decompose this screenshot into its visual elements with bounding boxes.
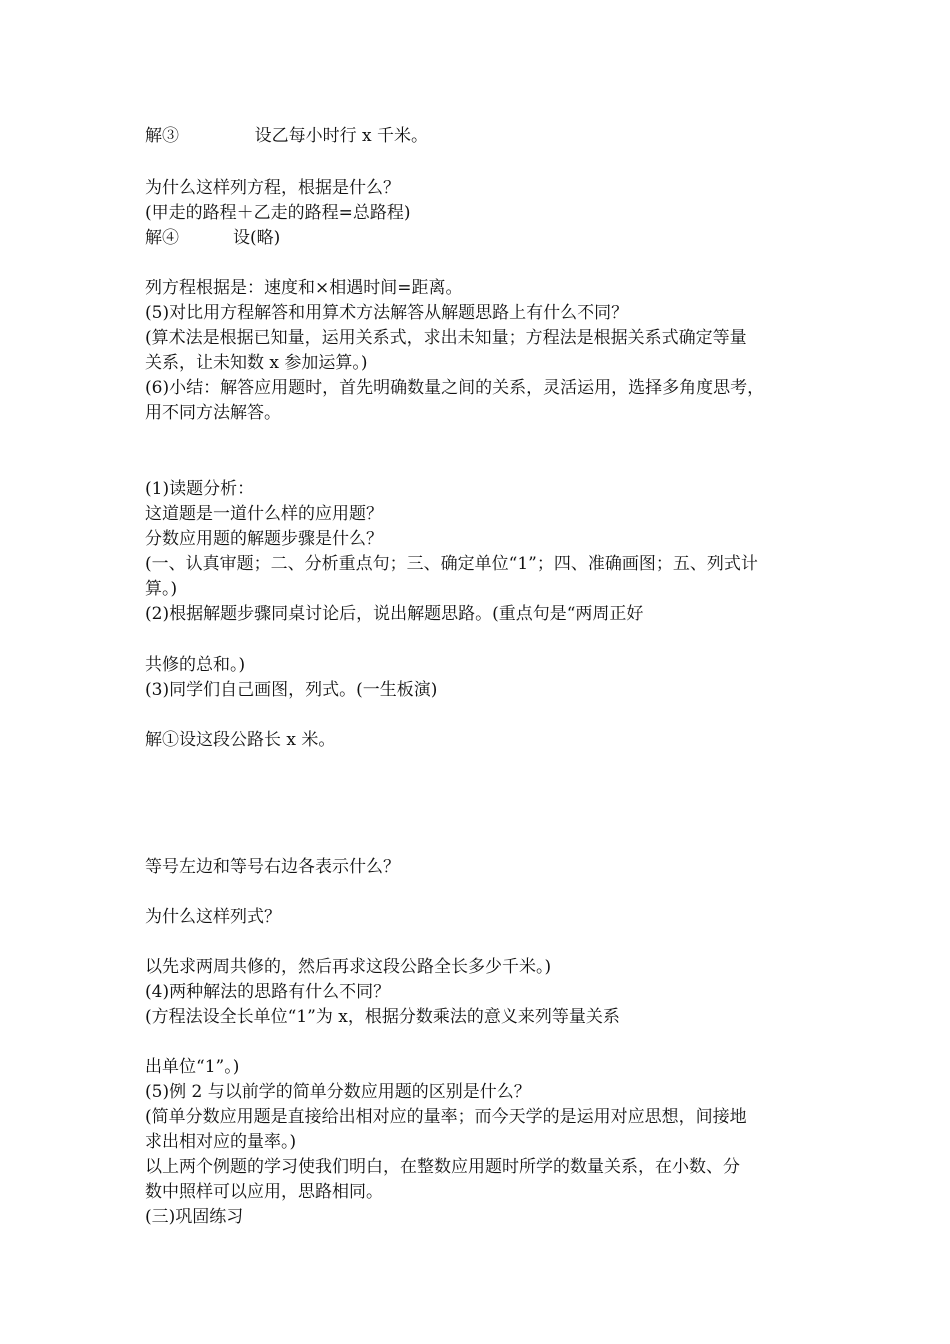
text-line: 算。): [145, 579, 178, 599]
text-line: 用不同方法解答。: [145, 403, 281, 423]
text-line: 以先求两周共修的，然后再求这段公路全长多少千米。): [145, 957, 552, 977]
text-line: (甲走的路程＋乙走的路程=总路程): [145, 203, 411, 223]
text-line: 解①设这段公路长 x 米。: [145, 730, 336, 750]
text-line: (3)同学们自己画图，列式。(一生板演): [145, 680, 438, 700]
text-line: 分数应用题的解题步骤是什么？: [145, 529, 383, 549]
text-line: (一、认真审题；二、分析重点句；三、确定单位“1”；四、准确画图；五、列式计: [145, 554, 758, 574]
text-line: 以上两个例题的学习使我们明白，在整数应用题时所学的数量关系，在小数、分: [145, 1157, 740, 1177]
text-line: (算术法是根据已知量，运用关系式，求出未知量；方程法是根据关系式确定等量: [145, 328, 747, 348]
text-line: (5)对比用方程解答和用算术方法解答从解题思路上有什么不同？: [145, 303, 629, 323]
text-line: 关系，让未知数 x 参加运算。): [145, 353, 368, 373]
text-line: (方程法设全长单位“1”为 x，根据分数乘法的意义来列等量关系: [145, 1007, 620, 1027]
text-line: 解④ 设(略): [145, 228, 281, 248]
text-line: 数中照样可以应用，思路相同。: [145, 1182, 383, 1202]
text-line: (1)读题分析：: [145, 479, 255, 499]
text-line: (2)根据解题步骤同桌讨论后，说出解题思路。(重点句是“两周正好: [145, 604, 644, 624]
text-line: 求出相对应的量率。): [145, 1132, 297, 1152]
text-line: 这道题是一道什么样的应用题？: [145, 504, 383, 524]
text-line: (简单分数应用题是直接给出相对应的量率；而今天学的是运用对应思想，间接地: [145, 1107, 747, 1127]
text-line: (6)小结：解答应用题时，首先明确数量之间的关系，灵活运用，选择多角度思考，: [145, 378, 765, 398]
text-line: (三)巩固练习: [145, 1207, 244, 1227]
text-line: 为什么这样列方程，根据是什么？: [145, 178, 400, 198]
text-line: (5)例 2 与以前学的简单分数应用题的区别是什么？: [145, 1082, 531, 1102]
text-line: 等号左边和等号右边各表示什么？: [145, 857, 400, 877]
text-line: 解③ 设乙每小时行 x 千米。: [145, 126, 429, 146]
text-line: 为什么这样列式？: [145, 907, 281, 927]
text-line: 共修的总和。): [145, 655, 246, 675]
text-line: (4)两种解法的思路有什么不同？: [145, 982, 391, 1002]
text-line: 出单位“1”。): [145, 1057, 240, 1077]
text-line: 列方程根据是：速度和×相遇时间=距离。: [145, 278, 463, 298]
